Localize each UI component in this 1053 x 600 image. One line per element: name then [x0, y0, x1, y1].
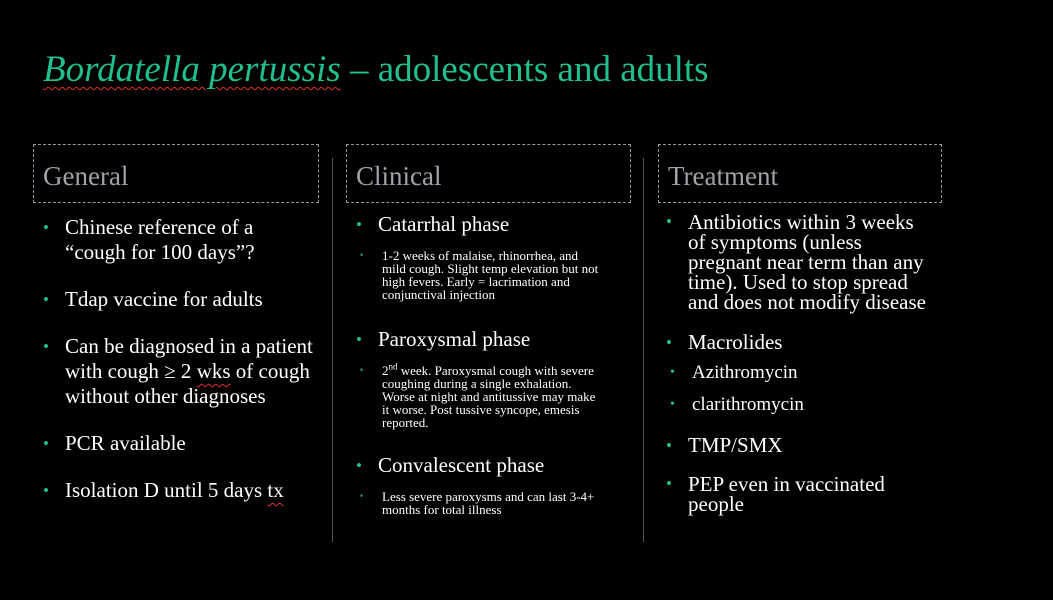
phase-detail: • 1-2 weeks of malaise, rhinorrhea, and mild cough. Slight temp elevation but not high fevers. Early = lacrimation and conjunctival injection: [356, 249, 602, 301]
slide-title: [43, 48, 709, 91]
treatment-header: [658, 144, 942, 203]
column-divider: [643, 158, 644, 542]
general-heading: General: [43, 161, 129, 191]
title-subtitle: – adolescents and adults: [340, 49, 709, 90]
general-list: [43, 215, 313, 503]
macrolide-item: • clarithromycin: [666, 393, 928, 417]
phase-item: • Catarrhal phase: [356, 212, 626, 237]
macrolide-item: • Azithromycin: [666, 361, 928, 385]
treatment-item: • Macrolides: [666, 330, 928, 355]
clinical-header: [346, 144, 631, 203]
treatment-list: [666, 212, 928, 514]
phase-item: • Convalescent phase: [356, 453, 626, 478]
treatment-heading: Treatment: [668, 161, 778, 191]
general-item: • Can be diagnosed in a patient with cough ≥ 2 wks of cough without other diagnoses: [43, 334, 313, 409]
general-item: • Isolation D until 5 days tx: [43, 478, 313, 503]
treatment-item: • TMP/SMX: [666, 433, 928, 458]
phase-detail: • 2nd week. Paroxysmal cough with severe coughing during a single exhalation. Worse at night and antitussive may make it worse. Post tussive syncope, emesis reported.: [356, 364, 604, 429]
general-header: [33, 144, 319, 203]
phase-item: • Paroxysmal phase: [356, 327, 626, 352]
treatment-item: • PEP even in vaccinated people: [666, 474, 928, 514]
column-divider: [332, 158, 333, 542]
general-item: • PCR available: [43, 431, 313, 456]
clinical-list: [356, 212, 626, 516]
clinical-heading: Clinical: [356, 161, 442, 191]
general-item: • Tdap vaccine for adults: [43, 287, 313, 312]
treatment-item: • Antibiotics within 3 weeks of symptoms (unless pregnant near term than any time). Used to stop spread and does not modify disease: [666, 212, 928, 312]
phase-detail: • Less severe paroxysms and can last 3-4+ months for total illness: [356, 490, 604, 516]
title-organism: Bordatella pertussis: [43, 49, 341, 90]
general-item: • Chinese reference of a “cough for 100 days”?: [43, 215, 313, 265]
